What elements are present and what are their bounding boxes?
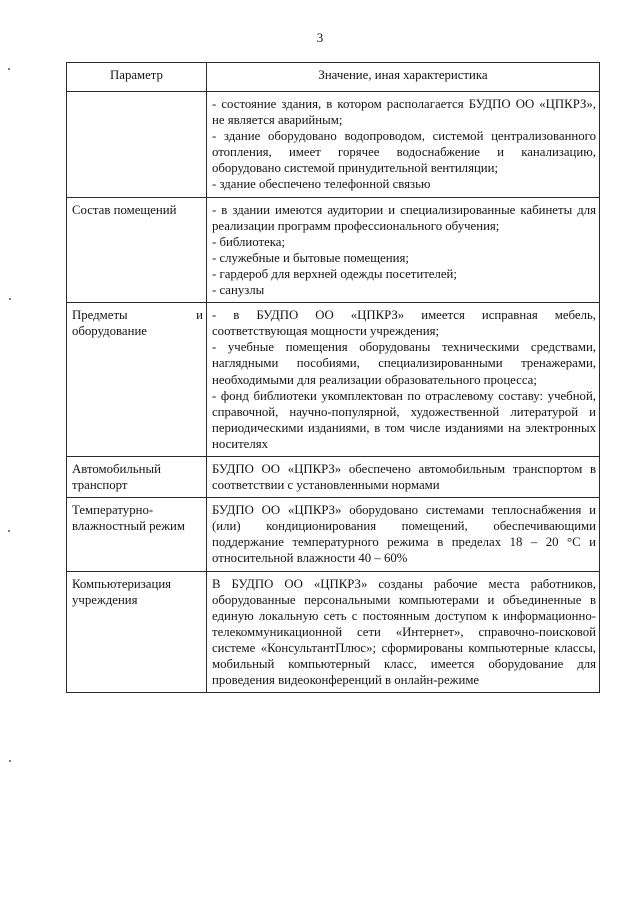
margin-mark bbox=[9, 298, 11, 300]
value-line: - в БУДПО ОО «ЦПКРЗ» имеется исправная мебель, соответствующая мощности учреждения; bbox=[212, 308, 596, 339]
parameter-cell: Автомобильный транспорт bbox=[67, 456, 207, 497]
parameter-column-header: Параметр bbox=[67, 63, 207, 92]
parameter-cell bbox=[67, 92, 207, 198]
parameter-cell: Температурно-влажностный режим bbox=[67, 498, 207, 571]
parameter-cell: Компьютеризация учреждения bbox=[67, 571, 207, 693]
value-line: - здание оборудовано водопроводом, системой централизованного отопления, имеет горячее водоснабжение и канализацию, оборудовано системой принудительной вентиляции; bbox=[212, 129, 596, 176]
value-line: БУДПО ОО «ЦПКРЗ» оборудовано системами теплоснабжения и (или) кондиционирования помещений, обеспечивающими поддержание температурного режима в пределах 18 – 20 °С и относительной влажности 40 – 60% bbox=[212, 503, 596, 566]
value-cell bbox=[207, 456, 600, 497]
table-header-row bbox=[67, 63, 600, 92]
value-line: - состояние здания, в котором располагается БУДПО ОО «ЦПКРЗ», не является аварийным; bbox=[212, 97, 596, 128]
value-cell bbox=[207, 571, 600, 693]
value-cell bbox=[207, 92, 600, 198]
value-line: - здание обеспечено телефонной связью bbox=[212, 177, 431, 192]
table-row bbox=[67, 456, 600, 497]
margin-mark bbox=[8, 68, 10, 70]
table-row bbox=[67, 571, 600, 693]
characteristics-table bbox=[66, 62, 600, 693]
value-line: - учебные помещения оборудованы техническими средствами, наглядными пособиями, специализированными тренажерами, необходимыми для реализации образовательного процесса; bbox=[212, 340, 596, 387]
table-row bbox=[67, 92, 600, 198]
value-line: - гардероб для верхней одежды посетителей; bbox=[212, 266, 457, 281]
parameter-cell: Предметы и оборудование bbox=[67, 303, 207, 457]
table-row bbox=[67, 197, 600, 303]
value-cell bbox=[207, 303, 600, 457]
value-line: БУДПО ОО «ЦПКРЗ» обеспечено автомобильным транспортом в соответствии с установленными нормами bbox=[212, 461, 596, 493]
value-cell bbox=[207, 197, 600, 303]
value-cell bbox=[207, 498, 600, 571]
parameter-cell: Состав помещений bbox=[67, 197, 207, 303]
value-line: - санузлы bbox=[212, 283, 265, 298]
page-number: 3 bbox=[316, 30, 324, 45]
table-row bbox=[67, 498, 600, 571]
value-line: В БУДПО ОО «ЦПКРЗ» созданы рабочие места работников, оборудованные персональными компьютерами и объединенные в единую локальную сеть с постоянным доступом к информационно-телекоммуникационной сети «Интернет», справочно-поисковой системе «КонсультантПлюс»; сформированы компьютерные классы, мобильный компьютерный класс, имеется оборудование для проведения видеоконференций в онлайн-режиме bbox=[212, 576, 596, 688]
value-line: - библиотека; bbox=[212, 234, 286, 249]
margin-mark bbox=[8, 530, 10, 532]
value-line: - в здании имеются аудитории и специализированные кабинеты для реализации программ профессионального обучения; bbox=[212, 202, 596, 233]
table-row bbox=[67, 303, 600, 457]
value-column-header: Значение, иная характеристика bbox=[207, 63, 600, 92]
value-line: - фонд библиотеки укомплектован по отраслевому составу: учебной, справочной, научно-популярной, художественной литературой и периодическими изданиями, в том числе изданиями на электронных носителях bbox=[212, 388, 596, 451]
value-line: - служебные и бытовые помещения; bbox=[212, 250, 409, 265]
margin-mark bbox=[9, 760, 11, 762]
